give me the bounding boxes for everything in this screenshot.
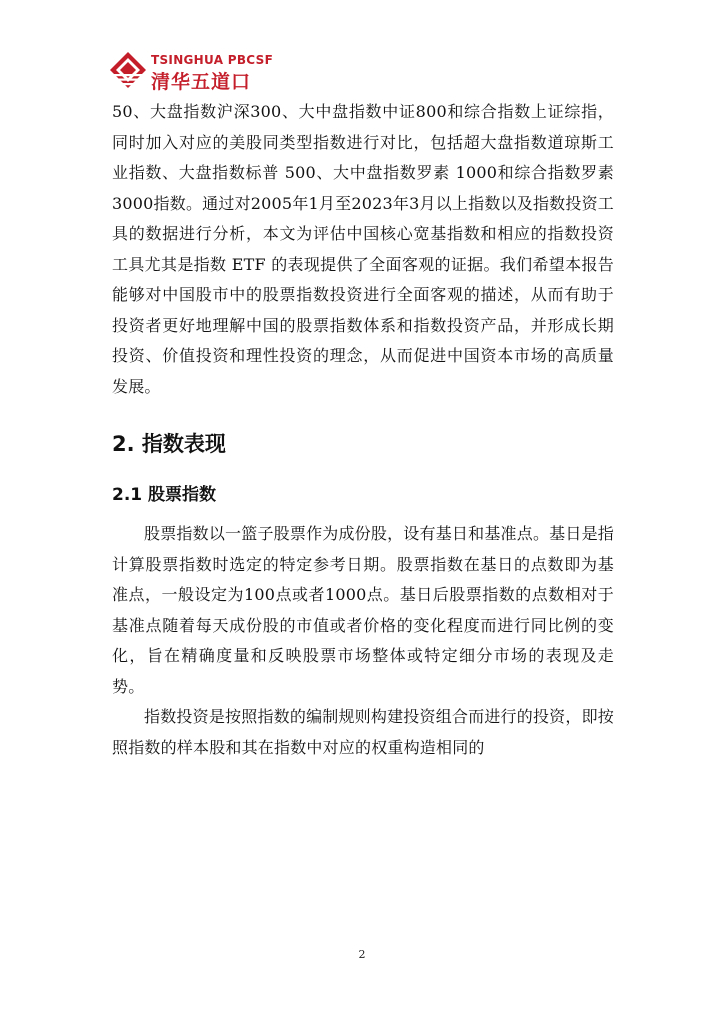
paragraph-index-investing: 指数投资是按照指数的编制规则构建投资组合而进行的投资，即按照指数的样本股和其在指数中对应的权重构造相同的 [112, 707, 614, 757]
page-header [108, 50, 308, 92]
logo-chinese-name: 清华五道口 [151, 71, 252, 93]
page-number: 2 [358, 948, 366, 961]
paragraph-continuation: 50、大盘指数沪深300、大中盘指数中证800和综合指数上证综指，同时加入对应的美股同类型指数进行对比，包括超大盘指数道琼斯工业指数、大盘指数标普 500、大中盘指数罗素 1000和综合指数罗素3000指数。通过对2005年1月至2023年3月以上指数以及指数投资工具的数据进行分析，本文为评估中国核心宽基指数和相应的指数投资工具尤其是指数 ETF 的表现提供了全面客观的证据。我们希望本报告能够对中国股市中的股票指数投资进行全面客观的描述，从而有助于投资者更好地理解中国的股票指数体系和指数投资产品，并形成长期投资、价值投资和理性投资的理念，从而促进中国资本市场的高质量发展。 [112, 102, 614, 396]
subsection-heading: 2.1 股票指数 [112, 485, 217, 505]
logo-english-name: TSINGHUA PBCSF [151, 53, 274, 67]
section-heading: 2. 指数表现 [112, 432, 226, 456]
paragraph-stock-index-definition: 股票指数以一篮子股票作为成份股，设有基日和基准点。基日是指计算股票指数时选定的特定参考日期。股票指数在基日的点数即为基准点，一般设定为100点或者1000点。基日后股票指数的点数相对于基准点随着每天成份股的市值或者价格的变化程度而进行同比例的变化，旨在精确度量和反映股票市场整体或特定细分市场的表现及走势。 [112, 524, 614, 696]
tsinghua-pbcsf-logo-icon [108, 50, 148, 90]
page-content [112, 97, 614, 763]
